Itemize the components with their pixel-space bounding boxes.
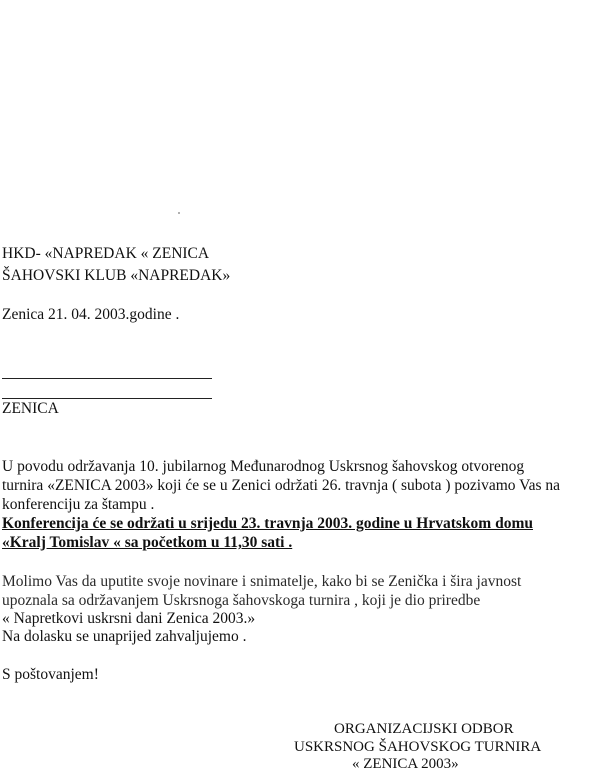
signature-line-2: USKRSNOG ŠAHOVSKOG TURNIRA	[294, 739, 542, 755]
recipient-blank-line-2	[2, 398, 212, 399]
sender-line-2: ŠAHOVSKI KLUB «NAPREDAK»	[2, 267, 231, 284]
body-p2-line-4: Na dolasku se unaprijed zahvaljujemo .	[2, 628, 247, 645]
body-bold-line-1: Konferencija će se održati u srijedu 23. travnja 2003. godine u Hrvatskom domu	[2, 515, 533, 532]
signature-line-3: « ZENICA 2003»	[352, 756, 459, 772]
scan-speck	[178, 212, 180, 214]
recipient-blank-line-1	[2, 378, 212, 379]
body-p1-line-3: konferenciju za štampu .	[2, 496, 155, 513]
closing-salutation: S poštovanjem!	[2, 666, 99, 683]
letter-date: Zenica 21. 04. 2003.godine .	[2, 306, 180, 323]
body-p1-line-2: turnira «ZENICA 2003» koji će se u Zenici održati 26. travnja ( subota ) pozivamo Vas na	[2, 477, 560, 494]
body-p2-line-2: upoznala sa održavanjem Uskrsnoga šahovskoga turnira , koji je dio priredbe	[2, 592, 481, 609]
body-p1-line-1: U povodu održavanja 10. jubilarnog Međunarodnog Uskrsnog šahovskog otvorenog	[2, 458, 525, 475]
signature-line-1: ORGANIZACIJSKI ODBOR	[334, 721, 514, 737]
body-p2-line-3: « Napretkovi uskrsni dani Zenica 2003.»	[2, 610, 256, 627]
sender-line-1: HKD- «NAPREDAK « ZENICA	[2, 245, 210, 262]
body-p2-line-1: Molimo Vas da uputite svoje novinare i snimatelje, kako bi se Zenička i šira javnost	[2, 573, 522, 590]
recipient-city: ZENICA	[2, 400, 59, 417]
body-bold-line-2: «Kralj Tomislav « sa početkom u 11,30 sati .	[2, 534, 293, 551]
